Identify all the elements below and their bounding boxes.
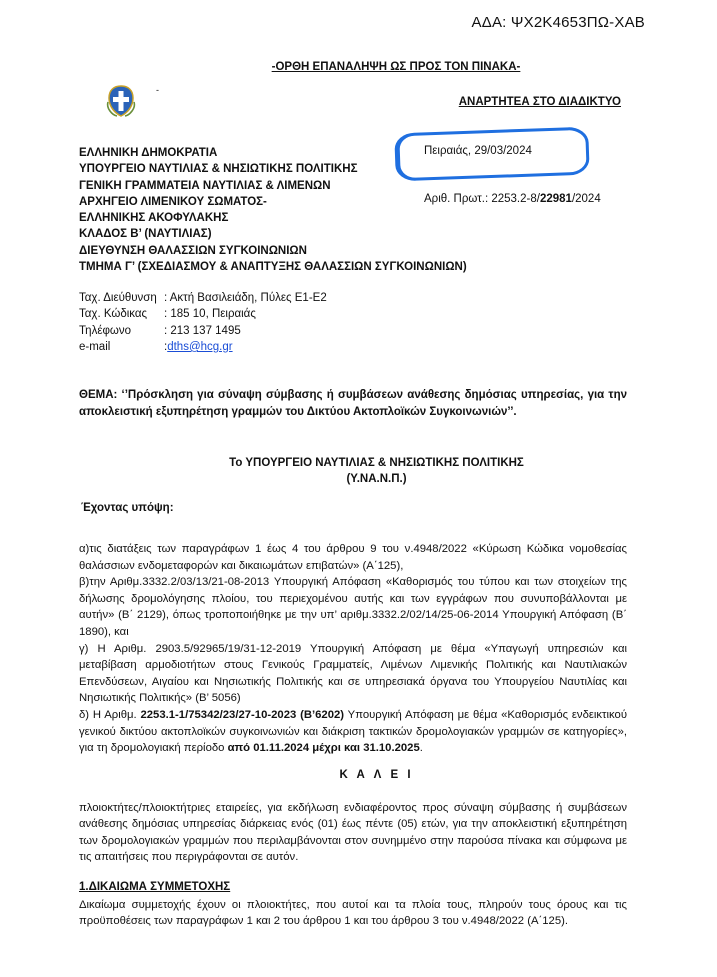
clause-a: α)τις διατάξεις των παραγράφων 1 έως 4 του άρθρου 9 του ν.4948/2022 «Κύρωση Κώδικα νομοθεσίας θαλάσσιων ενδομεταφορών και δικαιωμάτων επιβατών» (Α΄125), xyxy=(79,543,627,572)
contact-row-zip: Ταχ. Κώδικας : 185 10, Πειραιάς xyxy=(79,308,256,321)
document-title: -ΟΡΘΗ ΕΠΑΝΑΛΗΨΗ ΩΣ ΠΡΟΣ ΤΟΝ ΠΙΝΑΚΑ- xyxy=(271,61,521,73)
authority-line: ΕΛΛΗΝΙΚΗ ΔΗΜΟΚΡΑΤΙΑ xyxy=(79,147,218,159)
section-1-title: 1.ΔΙΚΑΙΩΜΑ ΣΥΜΜΕΤΟΧΗΣ xyxy=(79,881,231,893)
post-online-notice: ΑΝΑΡΤΗΤΕΑ ΣΤΟ ΔΙΑΔΙΚΤΥΟ xyxy=(458,96,621,108)
authority-line: ΔΙΕΥΘΥΝΣΗ ΘΑΛΑΣΣΙΩΝ ΣΥΓΚΟΙΝΩΝΙΩΝ xyxy=(79,244,307,257)
email-link[interactable]: dths@hcg.gr xyxy=(167,340,233,353)
legal-basis-clauses xyxy=(79,541,627,757)
calls-heading: Κ Α Λ Ε Ι xyxy=(339,769,414,781)
header-dash: - xyxy=(156,85,159,95)
subject-line: ΘΕΜΑ: ‘’Πρόσκληση για σύναψη σύμβασης ή συμβάσεων ανάθεσης δημόσιας υπηρεσίας, για την αποκλειστική εξυπηρέτηση γραμμών του Δικτύου Ακτοπλοϊκών Συγκοινωνιών’’. xyxy=(79,389,627,418)
authority-line: ΕΛΛΗΝΙΚΗΣ ΑΚΟΦΥΛΑΚΗΣ xyxy=(79,212,229,225)
clause-c: γ) Η Αριθμ. 2903.5/92965/19/31-12-2019 Υπουργική Απόφαση με θέμα «Υπαγωγή υπηρεσιών και μεταβίβαση αρμοδιοτήτων στους Γενικούς Γραμματείς, Λιμένων Λιμενικής Πολιτικής και Ναυτιλιακών Επενδύσεων, Αιγαίου και Νησιωτικής Πολιτικής και σε υπηρεσιακά όργανα του Υπουργείου Ναυτιλίας και Νησιωτικής Πολιτικής» (Β’ 5056) xyxy=(79,642,627,705)
section-1-text: Δικαίωμα συμμετοχής έχουν οι πλοιοκτήτες, που αυτοί και τα πλοία τους, πληρούν τους όρους και τις προϋποθέσεις των παραγράφων 1 και 2 του άρθρου 1 και του άρθρου 3 του ν.4948/2022 (Α΄125). xyxy=(79,899,627,928)
authority-line: ΥΠΟΥΡΓΕΙΟ ΝΑΥΤΙΛΙΑΣ & ΝΗΣΙΩΤΙΚΗΣ ΠΟΛΙΤΙΚΗΣ xyxy=(79,163,358,176)
contact-row-address: Ταχ. Διεύθυνση : Ακτή Βασιλειάδη, Πύλες Ε1-Ε2 xyxy=(79,292,327,304)
authority-line: ΑΡΧΗΓΕΙΟ ΛΙΜΕΝΙΚΟΥ ΣΩΜΑΤΟΣ- xyxy=(79,195,267,208)
ministry-heading: Το ΥΠΟΥΡΓΕΙΟ ΝΑΥΤΙΛΙΑΣ & ΝΗΣΙΩΤΙΚΗΣ ΠΟΛΙΤΙΚΗΣ (Υ.ΝΑ.Ν.Π.) xyxy=(229,457,524,486)
authority-line: ΚΛΑΔΟΣ Β’ (ΝΑΥΤΙΛΙΑΣ) xyxy=(79,228,212,241)
ada-code: ΑΔΑ: ΨΧ2Κ4653ΠΩ-ΧΑΒ xyxy=(471,14,645,31)
call-paragraph: πλοιοκτήτες/πλοιοκτήτριες εταιρείες, για εκδήλωση ενδιαφέροντος προς σύναψη σύμβασης ή συμβάσεων ανάθεσης δημόσιας υπηρεσίας διάρκειας ενός (01) έως πέντε (05) ετών, για την αποκλειστική εξυπηρέτηση των δρομολογιακών γραμμών που περιλαμβάνονται στον συνημμένο στην παρούσα πίνακα και σύμφωνα με τις απαιτήσεις που περιγράφονται σε αυτόν. xyxy=(79,802,627,864)
contact-details xyxy=(79,290,327,355)
protocol-number: Αριθ. Πρωτ.: 2253.2-8/22981/2024 xyxy=(424,193,601,205)
clause-b: β)την Αριθμ.3332.2/03/13/21-08-2013 Υπουργική Απόφαση «Καθορισμός του τύπου και των στοιχείων της δήλωσης δρομολόγησης πλοίου, του περιεχομένου αυτής και των εγγράφων που συνυποβάλλονται με αυτήν» (Β΄ 2129), όπως τροποποιήθηκε με την υπ’ αριθμ.3332.2/02/14/25-06-2014 Υπουργική Απόφαση (Β΄ 1890), και xyxy=(79,576,627,638)
contact-row-phone: Τηλέφωνο : 213 137 1495 xyxy=(79,324,241,337)
authority-line: ΓΕΝΙΚΗ ΓΡΑΜΜΑΤΕΙΑ ΝΑΥΤΙΛΙΑΣ & ΛΙΜΕΝΩΝ xyxy=(79,179,331,192)
clause-d: δ) Η Αριθμ. 2253.1-1/75342/23/27-10-2023 (Β’6202) Υπουργική Απόφαση με θέμα «Καθορισμός ενδεικτικού γενικού δικτύου ακτοπλοϊκών συγκοινωνιών και διάκριση τακτικών δρομολογιακών γραμμών σε κατηγορίες», για τη δρομολογιακή περίοδο από 01.11.2024 μέχρι και 31.10.2025. xyxy=(79,708,627,755)
greek-coat-of-arms-icon xyxy=(104,84,138,118)
contact-row-email: e-mail : dths@hcg.gr xyxy=(79,339,327,355)
considering-heading: Έχοντας υπόψη: xyxy=(81,502,174,514)
place-date: Πειραιάς, 29/03/2024 xyxy=(424,145,532,157)
authority-line: ΤΜΗΜΑ Γ’ (ΣΧΕΔΙΑΣΜΟΥ & ΑΝΑΠΤΥΞΗΣ ΘΑΛΑΣΣΙΩΝ ΣΥΓΚΟΙΝΩΝΙΩΝ) xyxy=(79,261,467,274)
